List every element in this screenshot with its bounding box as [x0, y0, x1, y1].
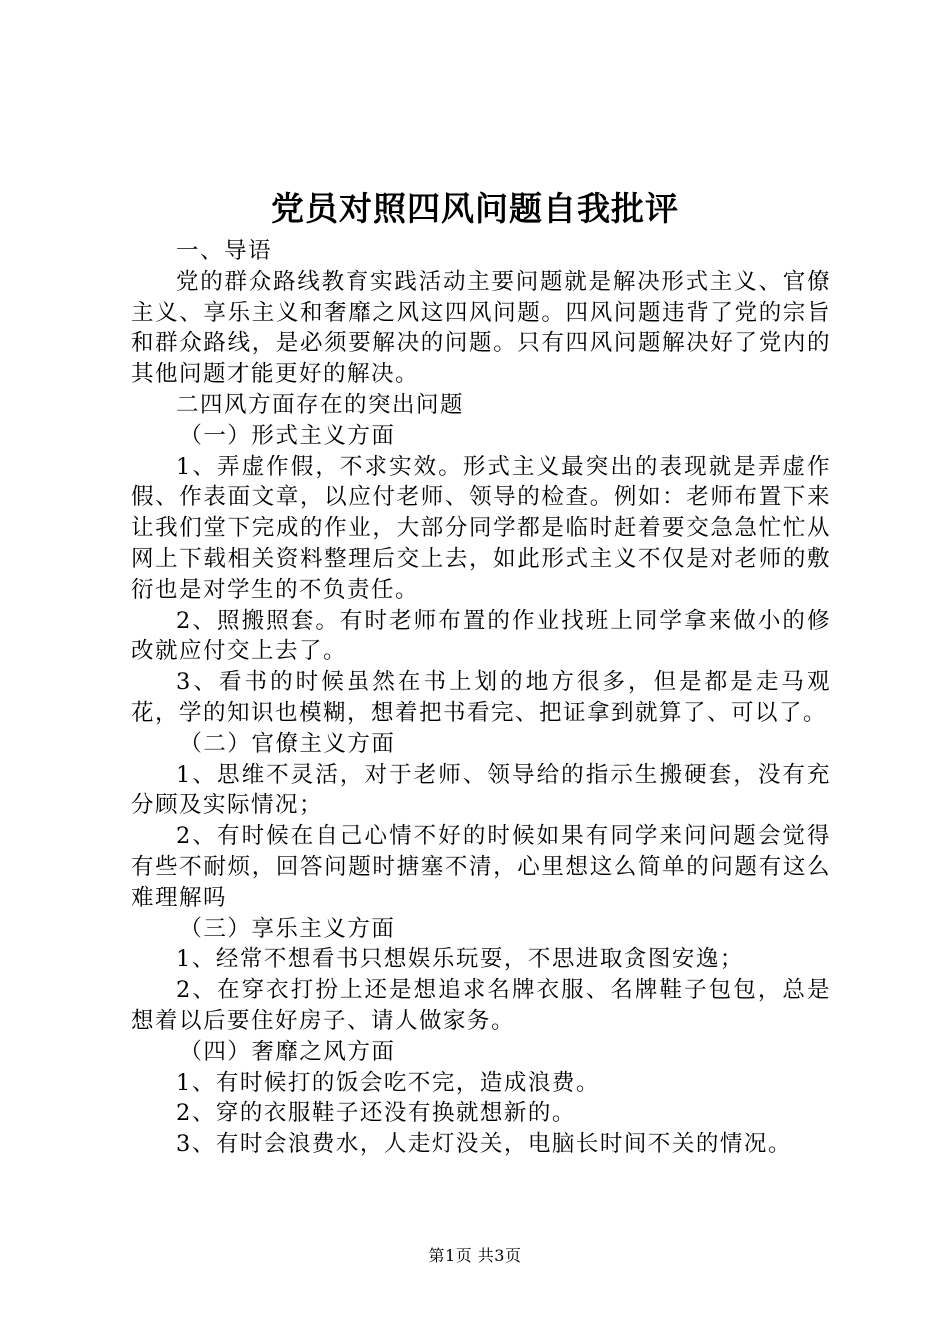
- paragraph: 3、有时会浪费水，人走灯没关，电脑长时间不关的情况。: [176, 1131, 792, 1158]
- subsection-heading: （四）奢靡之风方面: [179, 1038, 396, 1065]
- subsection-heading: （二）官僚主义方面: [179, 730, 396, 757]
- subsection-heading: （一）形式主义方面: [179, 422, 396, 449]
- paragraph: 2、穿的衣服鞋子还没有换就想新的。: [176, 1100, 576, 1127]
- paragraph: 党的群众路线教育实践活动主要问题就是解决形式主义、官僚主义、享乐主义和奢靡之风这四风问题。四风问题违背了党的宗旨和群众路线，是必须要解决的问题。只有四风问题解决好了党内的其他问题才能更好的解决。: [131, 268, 831, 388]
- paragraph: 2、在穿衣打扮上还是想追求名牌衣服、名牌鞋子包包，总是想着以后要住好房子、请人做家务。: [131, 977, 831, 1034]
- document-body: [131, 236, 831, 1160]
- document-title: 党员对照四风问题自我批评: [271, 189, 679, 228]
- section-heading: 二四风方面存在的突出问题: [176, 391, 465, 418]
- paragraph: 1、思维不灵活，对于老师、领导给的指示生搬硬套，没有充分顾及实际情况；: [131, 761, 831, 819]
- page-footer: 第1页 共3页: [428, 1246, 522, 1265]
- subsection-heading: （三）享乐主义方面: [179, 915, 396, 942]
- paragraph: 2、照搬照套。有时老师布置的作业找班上同学拿来做小的修改就应付交上去了。: [131, 607, 831, 665]
- paragraph: 1、弄虚作假，不求实效。形式主义最突出的表现就是弄虚作假、作表面文章，以应付老师、领导的检查。例如：老师布置下来让我们堂下完成的作业，大部分同学都是临时赶着要交急急忙忙从网上下载相关资料整理后交上去，如此形式主义不仅是对老师的敷衍也是对学生的不负责任。: [131, 453, 831, 603]
- section-heading: 一、导语: [176, 238, 273, 264]
- paragraph: 3、看书的时候虽然在书上划的地方很多，但是都是走马观花，学的知识也模糊，想着把书看完、把证拿到就算了、可以了。: [131, 669, 831, 726]
- paragraph: 1、经常不想看书只想娱乐玩耍，不思进取贪图安逸；: [176, 946, 744, 973]
- paragraph: 1、有时候打的饭会吃不完，造成浪费。: [176, 1069, 600, 1096]
- paragraph: 2、有时候在自己心情不好的时候如果有同学来问问题会觉得有些不耐烦，回答问题时搪塞不清，心里想这么简单的问题有这么难理解吗: [131, 823, 831, 911]
